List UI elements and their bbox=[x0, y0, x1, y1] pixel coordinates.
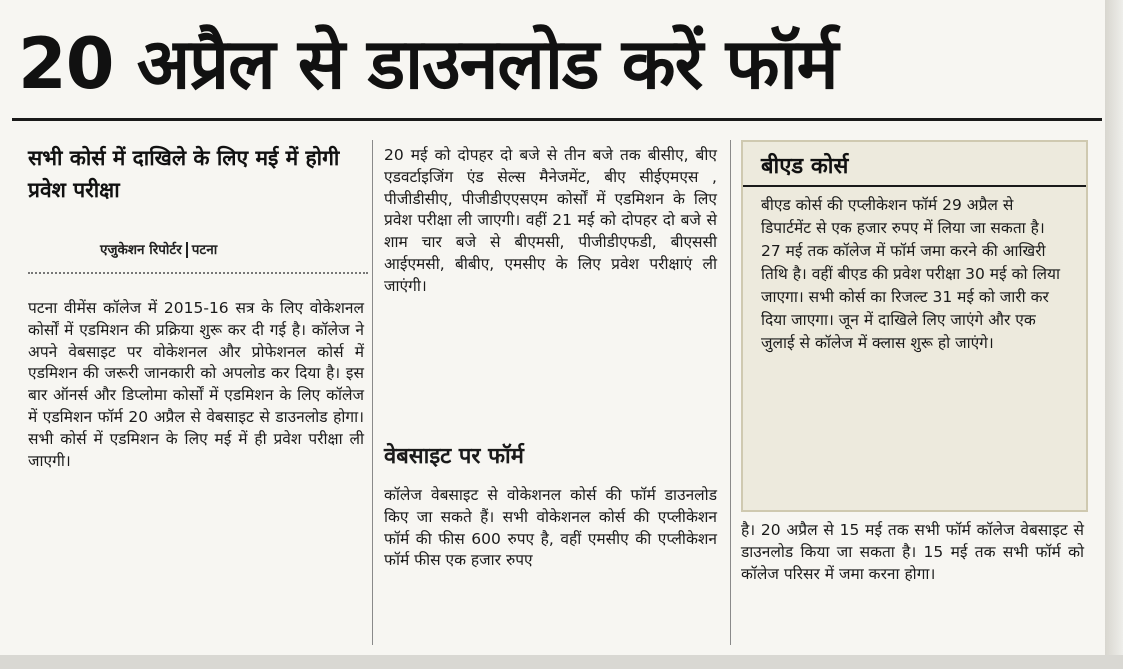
headline-rule bbox=[12, 118, 1102, 121]
subheading: सभी कोर्स में दाखिले के लिए मई में होगी प्रवेश परीक्षा bbox=[28, 146, 340, 202]
byline-desk: एजुकेशन रिपोर्टर bbox=[100, 242, 182, 258]
byline-city: पटना bbox=[191, 242, 218, 258]
section-heading: वेबसाइट पर फॉर्म bbox=[384, 444, 524, 469]
byline bbox=[100, 240, 217, 258]
box-title-rule bbox=[743, 185, 1086, 187]
middle-column-body-bottom: कॉलेज वेबसाइट से वोकेशनल कोर्स की फॉर्म डाउनलोड किए जा सकते हैं। सभी वोकेशनल कोर्स की एप्लीकेशन फॉर्म की फीस 600 रुपए है, वहीं एमसीए की एप्लीकेशन फॉर्म फीस एक हजार रुपए bbox=[384, 486, 717, 570]
byline-separator bbox=[28, 272, 368, 274]
column-divider-right bbox=[730, 140, 731, 645]
byline-divider bbox=[186, 242, 188, 258]
paper-edge bbox=[0, 655, 1123, 669]
middle-column-body-top: 20 मई को दोपहर दो बजे से तीन बजे तक बीसीए, बीए एडवर्टाइजिंग एंड सेल्स मैनेजमेंट, बीए सीईएमएस , पीजीडीसीए, पीजीडीएएसएम कोर्सों में एडमिशन के लिए प्रवेश परीक्षा ली जाएगी। वहीं 21 मई को दोपहर दो बजे से शाम चार बजे से बीएमसी, पीजीडीएफडी, बीएससी आईएमसी, बीबीए, एमसीए के लिए प्रवेश परीक्षाएं ली जाएंगी। bbox=[384, 146, 717, 295]
right-column-body: है। 20 अप्रैल से 15 मई तक सभी फॉर्म कॉलेज वेबसाइट से डाउनलोड किया जा सकता है। 15 मई तक सभी फॉर्म को कॉलेज परिसर में जमा करना होगा। bbox=[741, 521, 1084, 583]
page-shadow bbox=[1105, 0, 1123, 669]
box-body: बीएड कोर्स की एप्लीकेशन फॉर्म 29 अप्रैल से डिपार्टमेंट से एक हजार रुपए में लिया जा सकता है। 27 मई तक कॉलेज में फॉर्म जमा करने की आखिरी तिथि है। वहीं बीएड की प्रवेश परीक्षा 30 मई को लिया जाएगा। सभी कोर्स का रिजल्ट 31 मई को जारी कर दिया जाएगा। जून में दाखिले लिए जाएंगे और एक जुलाई से कॉलेज में क्लास शुरू हो जाएंगे। bbox=[761, 196, 1060, 352]
headline: 20 अप्रैल से डाउनलोड करें फॉर्म bbox=[18, 23, 838, 105]
column-divider-left bbox=[372, 140, 373, 645]
box-title: बीएड कोर्स bbox=[761, 154, 849, 179]
bed-course-box bbox=[741, 140, 1088, 512]
left-column-body: पटना वीमेंस कॉलेज में 2015-16 सत्र के लिए वोकेशनल कोर्सों में एडमिशन की प्रक्रिया शुरू कर दी गई है। कॉलेज ने अपने वेबसाइट पर वोकेशनल और प्रोफेशनल कोर्स में एडमिशन की जरूरी जानकारी को अपलोड कर दिया है। इस बार ऑनर्स और डिप्लोमा कोर्सों में एडमिशन के लिए कॉलेज में एडमिशन फॉर्म 20 अप्रैल से वेबसाइट से डाउनलोड होगा। सभी कोर्स में एडमिशन के लिए मई में ही प्रवेश परीक्षा ली जाएगी। bbox=[28, 299, 364, 470]
